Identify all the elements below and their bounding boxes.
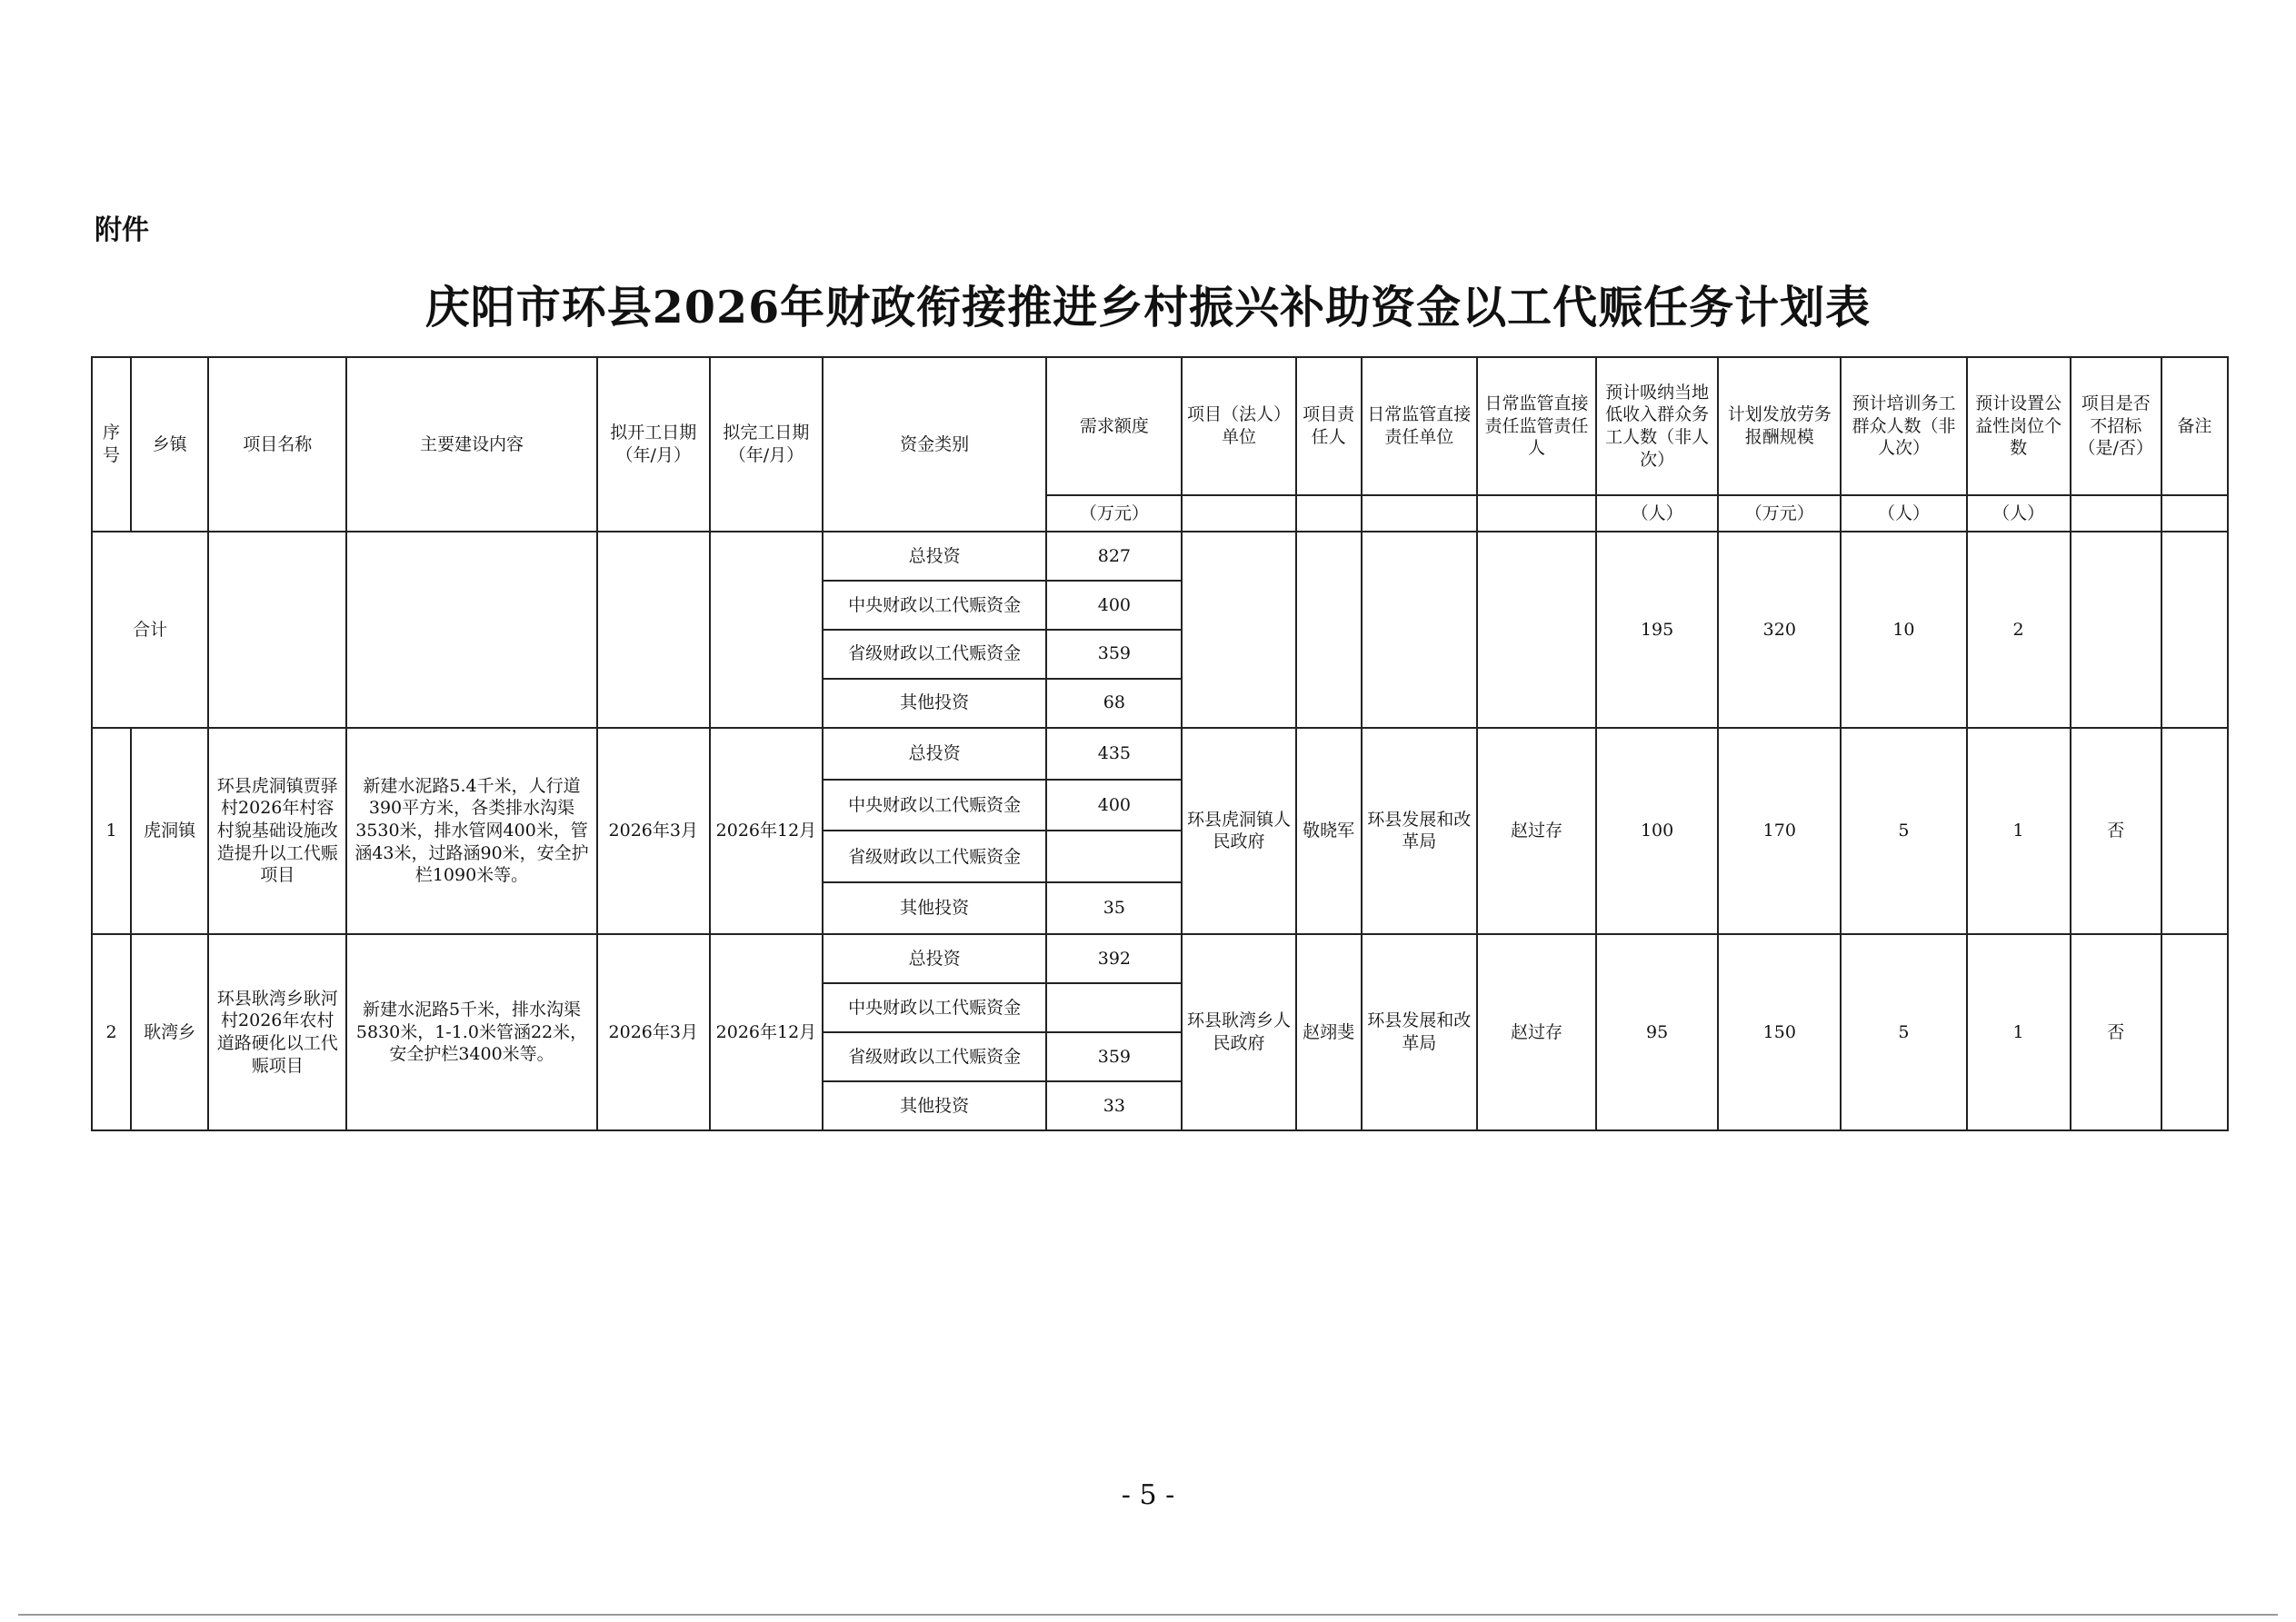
- project-supervision-person: 赵过存: [1477, 934, 1596, 1130]
- total-label: 合计: [92, 532, 208, 728]
- header-tender: 项目是否不招标（是/否）: [2071, 357, 2161, 495]
- project-owner: 赵翊斐: [1296, 934, 1362, 1130]
- project-end: 2026年12月: [710, 934, 823, 1130]
- header-end-date: 拟完工日期（年/月）: [710, 357, 823, 532]
- unit-workers: （人）: [1596, 495, 1718, 532]
- fund-type: 中央财政以工代赈资金: [823, 983, 1046, 1032]
- unit-pay: （万元）: [1718, 495, 1841, 532]
- total-posts: 2: [1967, 532, 2071, 728]
- fund-type: 其他投资: [823, 1081, 1046, 1130]
- project-supervision-unit: 环县发展和改革局: [1362, 934, 1477, 1130]
- total-workers: 195: [1596, 532, 1718, 728]
- fund-amount: 359: [1046, 1032, 1182, 1081]
- task-plan-table: [91, 356, 2229, 1131]
- fund-type: 其他投资: [823, 882, 1046, 934]
- project-supervision-person: 赵过存: [1477, 728, 1596, 935]
- fund-amount: 400: [1046, 581, 1182, 630]
- project-posts: 1: [1967, 728, 2071, 935]
- project-remark: [2161, 728, 2228, 935]
- project-tender: 否: [2071, 934, 2161, 1130]
- project-start: 2026年3月: [597, 728, 710, 935]
- project-town: 虎洞镇: [131, 728, 208, 935]
- fund-type: 省级财政以工代赈资金: [823, 831, 1046, 882]
- fund-amount: 435: [1046, 728, 1182, 780]
- scan-edge-line: [18, 1614, 2278, 1616]
- fund-type: 省级财政以工代赈资金: [823, 630, 1046, 679]
- unit-training: （人）: [1841, 495, 1966, 532]
- fund-amount: 359: [1046, 630, 1182, 679]
- header-fund-type: 资金类别: [823, 357, 1046, 532]
- fund-amount: [1046, 831, 1182, 882]
- header-training: 预计培训务工群众人数（非人次）: [1841, 357, 1966, 495]
- fund-amount: 68: [1046, 679, 1182, 728]
- total-training: 10: [1841, 532, 1966, 728]
- project-workers: 100: [1596, 728, 1718, 935]
- header-demand: 需求额度: [1046, 357, 1182, 495]
- fund-type: 总投资: [823, 532, 1046, 581]
- fund-amount: 33: [1046, 1081, 1182, 1130]
- page-title: 庆阳市环县2026年财政衔接推进乡村振兴补助资金以工代赈任务计划表: [424, 281, 1872, 333]
- project-pay: 170: [1718, 728, 1841, 935]
- project-posts: 1: [1967, 934, 2071, 1130]
- project-workers: 95: [1596, 934, 1718, 1130]
- fund-amount: 827: [1046, 532, 1182, 581]
- project-supervision-unit: 环县发展和改革局: [1362, 728, 1477, 935]
- project-name: 环县耿湾乡耿河村2026年农村道路硬化以工代赈项目: [208, 934, 346, 1130]
- fund-type: 省级财政以工代赈资金: [823, 1032, 1046, 1081]
- header-owner: 项目责任人: [1296, 357, 1362, 495]
- header-content: 主要建设内容: [346, 357, 596, 532]
- fund-type: 中央财政以工代赈资金: [823, 780, 1046, 831]
- project-training: 5: [1841, 728, 1966, 935]
- project-owner: 敬晓军: [1296, 728, 1362, 935]
- project-row: [92, 728, 2228, 780]
- header-seq: 序号: [92, 357, 131, 532]
- project-tender: 否: [2071, 728, 2161, 935]
- header-project-name: 项目名称: [208, 357, 346, 532]
- total-pay: 320: [1718, 532, 1841, 728]
- fund-type: 中央财政以工代赈资金: [823, 581, 1046, 630]
- fund-type: 其他投资: [823, 679, 1046, 728]
- header-row: [92, 357, 2228, 495]
- fund-amount: 392: [1046, 934, 1182, 983]
- fund-amount: 35: [1046, 882, 1182, 934]
- header-start-date: 拟开工日期（年/月）: [597, 357, 710, 532]
- fund-type: 总投资: [823, 934, 1046, 983]
- project-seq: 1: [92, 728, 131, 935]
- header-remark: 备注: [2161, 357, 2228, 495]
- header-pay: 计划发放劳务报酬规模: [1718, 357, 1841, 495]
- header-workers: 预计吸纳当地低收入群众务工人数（非人次）: [1596, 357, 1718, 495]
- header-unit: 项目（法人）单位: [1182, 357, 1295, 495]
- project-start: 2026年3月: [597, 934, 710, 1130]
- fund-type: 总投资: [823, 728, 1046, 780]
- project-unit: 环县虎洞镇人民政府: [1182, 728, 1295, 935]
- project-end: 2026年12月: [710, 728, 823, 935]
- project-content: 新建水泥路5千米，排水沟渠5830米，1-1.0米管涵22米，安全护栏3400米等。: [346, 934, 596, 1130]
- project-remark: [2161, 934, 2228, 1130]
- header-posts: 预计设置公益性岗位个数: [1967, 357, 2071, 495]
- unit-demand: （万元）: [1046, 495, 1182, 532]
- project-content: 新建水泥路5.4千米，人行道390平方米，各类排水沟渠3530米，排水管网400米，管涵43米，过路涵90米，安全护栏1090米等。: [346, 728, 596, 935]
- project-town: 耿湾乡: [131, 934, 208, 1130]
- project-row: [92, 934, 2228, 983]
- page-number: - 5 -: [1121, 1479, 1175, 1511]
- project-training: 5: [1841, 934, 1966, 1130]
- fund-amount: [1046, 983, 1182, 1032]
- unit-posts: （人）: [1967, 495, 2071, 532]
- header-supervision-person: 日常监管直接责任监管责任人: [1477, 357, 1596, 495]
- project-name: 环县虎洞镇贾驿村2026年村容村貌基础设施改造提升以工代赈项目: [208, 728, 346, 935]
- fund-amount: 400: [1046, 780, 1182, 831]
- header-town: 乡镇: [131, 357, 208, 532]
- project-seq: 2: [92, 934, 131, 1130]
- header-supervision-unit: 日常监管直接责任单位: [1362, 357, 1477, 495]
- project-pay: 150: [1718, 934, 1841, 1130]
- total-row: [92, 532, 2228, 581]
- attachment-label: 附件: [95, 214, 149, 246]
- project-unit: 环县耿湾乡人民政府: [1182, 934, 1295, 1130]
